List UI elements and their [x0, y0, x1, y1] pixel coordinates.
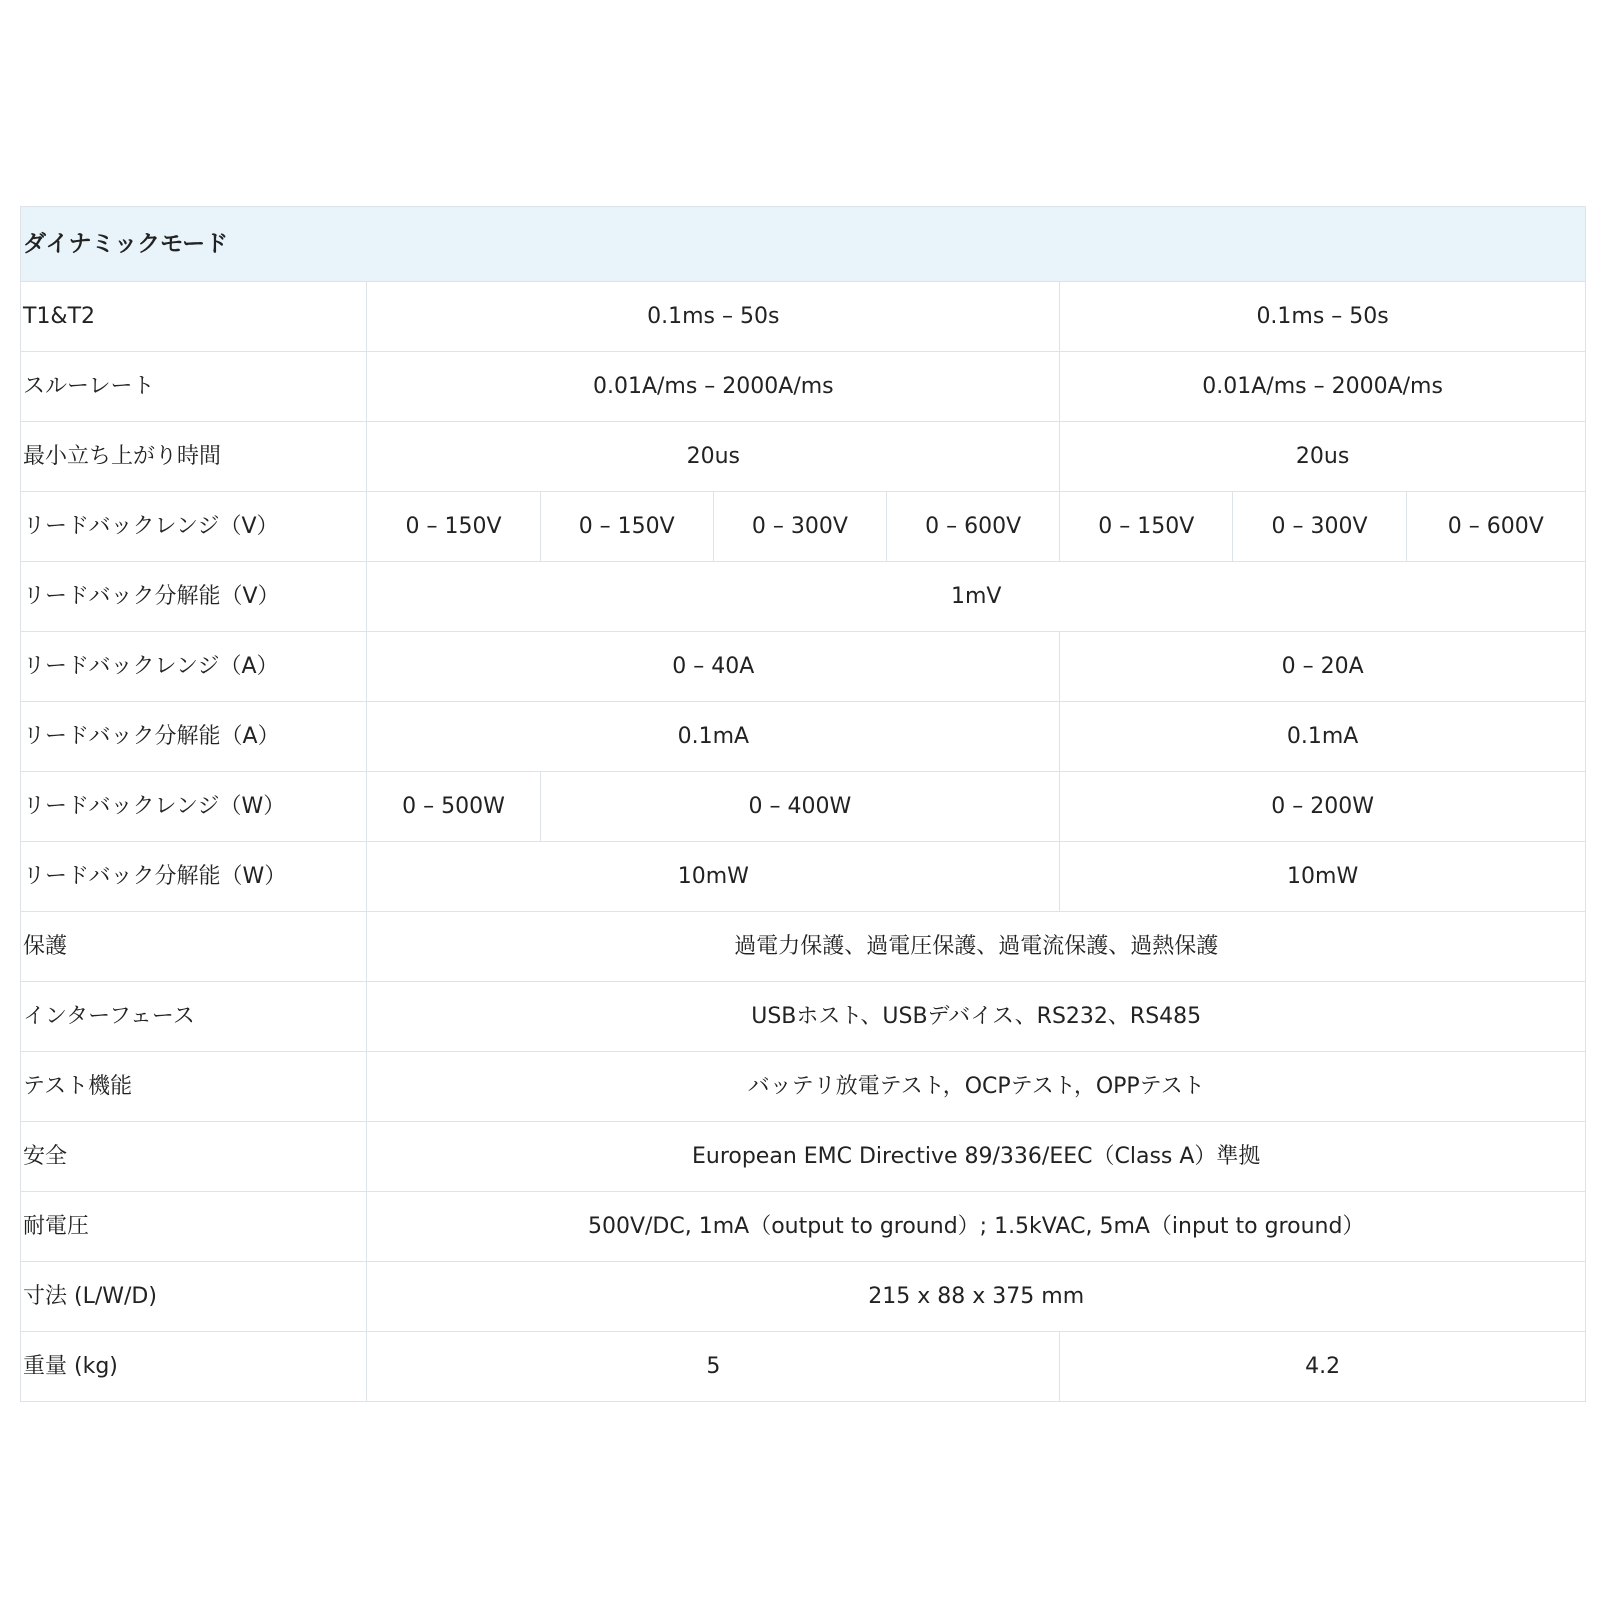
table-cell: 0 – 300V [1233, 492, 1406, 562]
table-cell: 1mV [367, 562, 1586, 632]
table-row [21, 1052, 1586, 1122]
table-cell: European EMC Directive 89/336/EEC（Class A）準拠 [367, 1122, 1586, 1192]
row-label: リードバック分解能（W） [21, 842, 367, 912]
row-label: インターフェース [21, 982, 367, 1052]
row-label: テスト機能 [21, 1052, 367, 1122]
table-row [21, 842, 1586, 912]
table-cell: 0.01A/ms – 2000A/ms [367, 352, 1060, 422]
row-label: スルーレート [21, 352, 367, 422]
spec-table [20, 206, 1586, 1402]
table-cell: 0 – 400W [540, 772, 1060, 842]
table-cell: バッテリ放電テスト，OCPテスト，OPPテスト [367, 1052, 1586, 1122]
row-label: 耐電圧 [21, 1192, 367, 1262]
table-row [21, 702, 1586, 772]
row-label: リードバック分解能（V） [21, 562, 367, 632]
table-cell: 0 – 600V [887, 492, 1060, 562]
table-row [21, 422, 1586, 492]
table-cell: 0 – 200W [1060, 772, 1586, 842]
row-label: 安全 [21, 1122, 367, 1192]
table-row [21, 772, 1586, 842]
table-cell: 20us [367, 422, 1060, 492]
table-cell: 0 – 300V [713, 492, 886, 562]
table-cell: 215 x 88 x 375 mm [367, 1262, 1586, 1332]
table-cell: 0.1mA [367, 702, 1060, 772]
table-row [21, 1262, 1586, 1332]
table-cell: 10mW [367, 842, 1060, 912]
table-row [21, 1332, 1586, 1402]
table-row [21, 982, 1586, 1052]
table-row [21, 1192, 1586, 1262]
table-cell: 0.1ms – 50s [1060, 282, 1586, 352]
row-label: 寸法 (L/W/D) [21, 1262, 367, 1332]
section-title: ダイナミックモード [21, 207, 1586, 282]
table-row [21, 492, 1586, 562]
row-label: 保護 [21, 912, 367, 982]
table-cell: 0 – 500W [367, 772, 540, 842]
row-label: リードバックレンジ（A） [21, 632, 367, 702]
table-row [21, 562, 1586, 632]
table-cell: 0 – 600V [1406, 492, 1585, 562]
row-label: T1&T2 [21, 282, 367, 352]
table-cell: 0.1ms – 50s [367, 282, 1060, 352]
row-label: 重量 (kg) [21, 1332, 367, 1402]
row-label: リードバックレンジ（W） [21, 772, 367, 842]
row-label: リードバックレンジ（V） [21, 492, 367, 562]
section-header-row [21, 207, 1586, 282]
table-cell: 0.1mA [1060, 702, 1586, 772]
table-row [21, 1122, 1586, 1192]
table-cell: 5 [367, 1332, 1060, 1402]
row-label: リードバック分解能（A） [21, 702, 367, 772]
table-cell: 0 – 150V [367, 492, 540, 562]
table-cell: 20us [1060, 422, 1586, 492]
table-cell: 0.01A/ms – 2000A/ms [1060, 352, 1586, 422]
table-cell: 0 – 40A [367, 632, 1060, 702]
table-cell: 0 – 150V [1060, 492, 1233, 562]
row-label: 最小立ち上がり時間 [21, 422, 367, 492]
table-cell: 10mW [1060, 842, 1586, 912]
table-row [21, 282, 1586, 352]
table-cell: USBホスト、USBデバイス、RS232、RS485 [367, 982, 1586, 1052]
table-cell: 過電力保護、過電圧保護、過電流保護、過熱保護 [367, 912, 1586, 982]
table-row [21, 352, 1586, 422]
table-cell: 4.2 [1060, 1332, 1586, 1402]
table-row [21, 632, 1586, 702]
table-cell: 0 – 20A [1060, 632, 1586, 702]
table-cell: 0 – 150V [540, 492, 713, 562]
table-row [21, 912, 1586, 982]
table-cell: 500V/DC, 1mA（output to ground）; 1.5kVAC, 5mA（input to ground） [367, 1192, 1586, 1262]
